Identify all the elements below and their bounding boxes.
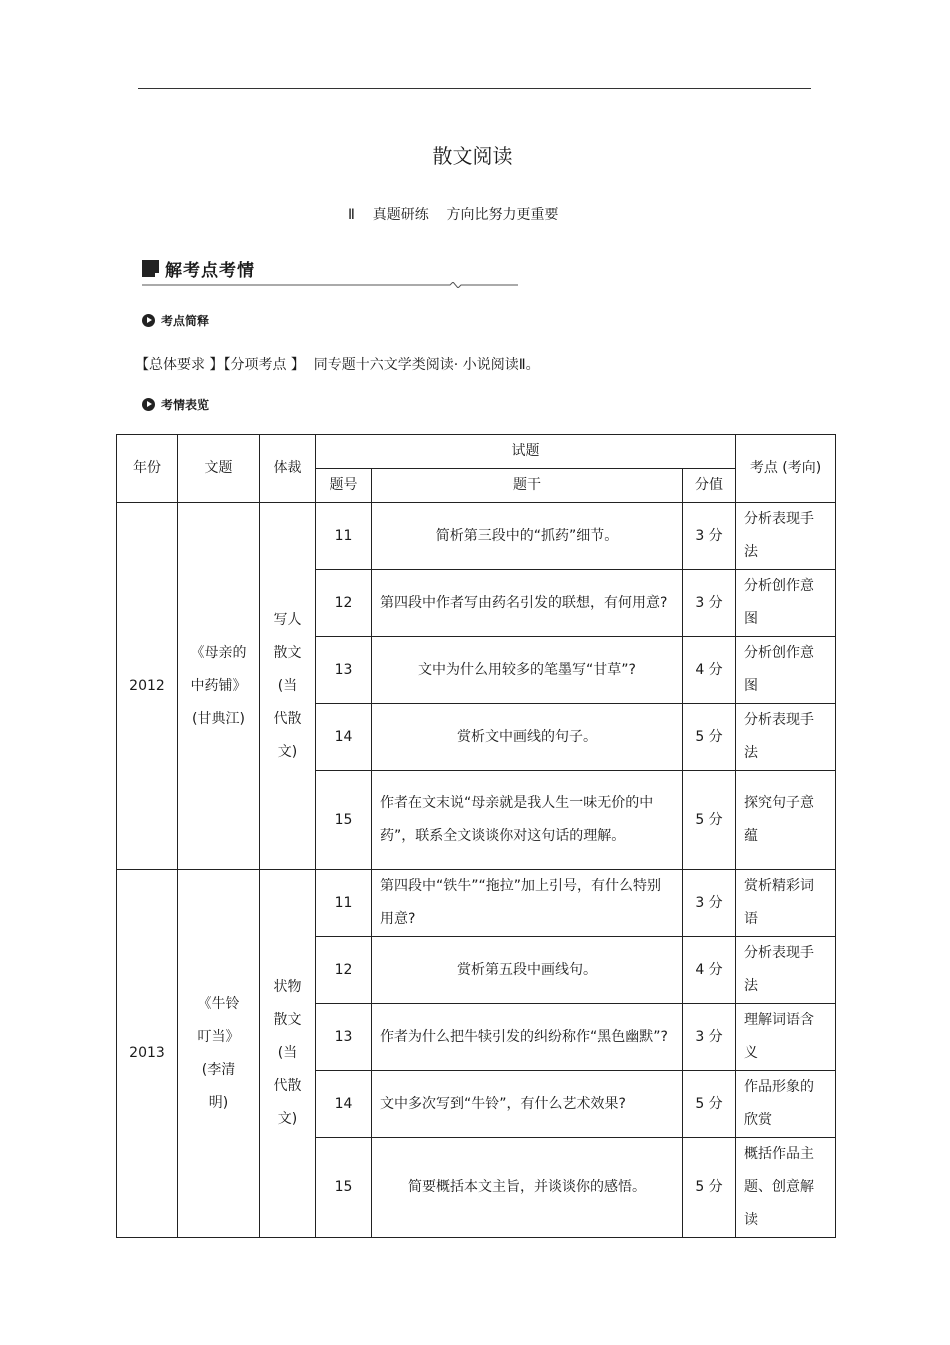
point-cell: 分析表现手法: [736, 503, 836, 570]
year-cell: 2013: [117, 870, 178, 1238]
score-cell: 5 分: [683, 1138, 736, 1238]
table-row: [117, 870, 836, 937]
genre-cell: 写人散文(当代散文): [260, 503, 316, 870]
num-cell: 13: [316, 1004, 372, 1071]
subsection-heading-2: [142, 396, 209, 413]
num-cell: 13: [316, 637, 372, 704]
stem-cell: 赏析第五段中画线句。: [372, 937, 683, 1004]
score-cell: 5 分: [683, 704, 736, 771]
text-cell: 《牛铃叮当》(李清明): [178, 870, 260, 1238]
num-cell: 15: [316, 771, 372, 870]
num-cell: 14: [316, 1071, 372, 1138]
header-year: 年份: [117, 435, 178, 503]
score-cell: 5 分: [683, 1071, 736, 1138]
table-header-row: [117, 435, 836, 469]
num-cell: 14: [316, 704, 372, 771]
requirement-text: 【总体要求 】【分项考点 】 同专题十六文学类阅读· 小说阅读Ⅱ。: [135, 357, 540, 373]
point-cell: 分析表现手法: [736, 937, 836, 1004]
num-cell: 12: [316, 570, 372, 637]
stem-cell: 简要概括本文主旨，并谈谈你的感悟。: [372, 1138, 683, 1238]
point-cell: 分析创作意图: [736, 570, 836, 637]
num-cell: 15: [316, 1138, 372, 1238]
page-subtitle: Ⅱ 真题研练 方向比努力更重要: [348, 207, 559, 223]
point-cell: 概括作品主题、创意解读: [736, 1138, 836, 1238]
section-underline: [142, 282, 518, 288]
score-cell: 3 分: [683, 503, 736, 570]
point-cell: 分析创作意图: [736, 637, 836, 704]
play-circle-icon: [142, 314, 155, 327]
stem-cell: 赏析文中画线的句子。: [372, 704, 683, 771]
header-rule: [138, 88, 811, 89]
num-cell: 11: [316, 870, 372, 937]
header-stem: 题干: [372, 469, 683, 503]
header-num: 题号: [316, 469, 372, 503]
score-cell: 3 分: [683, 570, 736, 637]
point-cell: 作品形象的欣赏: [736, 1071, 836, 1138]
num-cell: 11: [316, 503, 372, 570]
header-genre: 体裁: [260, 435, 316, 503]
point-cell: 理解词语含义: [736, 1004, 836, 1071]
header-point: 考点 (考向): [736, 435, 836, 503]
stem-cell: 作者在文末说“母亲就是我人生一味无价的中药”，联系全文谈谈你对这句话的理解。: [372, 771, 683, 870]
stem-cell: 第四段中“铁牛”“拖拉”加上引号，有什么特别用意?: [372, 870, 683, 937]
subsection-title-2: 考情表览: [161, 398, 210, 412]
score-cell: 3 分: [683, 1004, 736, 1071]
stem-cell: 作者为什么把牛犊引发的纠纷称作“黑色幽默”?: [372, 1004, 683, 1071]
score-cell: 5 分: [683, 771, 736, 870]
point-cell: 分析表现手法: [736, 704, 836, 771]
text-cell: 《母亲的中药铺》(甘典江): [178, 503, 260, 870]
subsection-title-1: 考点简释: [161, 314, 210, 328]
table-row: [117, 503, 836, 570]
header-question: 试题: [316, 435, 736, 469]
point-cell: 赏析精彩词语: [736, 870, 836, 937]
play-circle-icon: [142, 398, 155, 411]
section-heading: [142, 256, 255, 281]
stem-cell: 文中多次写到“牛铃”，有什么艺术效果?: [372, 1071, 683, 1138]
score-cell: 4 分: [683, 637, 736, 704]
page-title: 散文阅读: [432, 144, 513, 168]
num-cell: 12: [316, 937, 372, 1004]
section-square-icon: [142, 260, 159, 277]
year-cell: 2012: [117, 503, 178, 870]
score-cell: 4 分: [683, 937, 736, 1004]
header-text: 文题: [178, 435, 260, 503]
genre-cell: 状物散文(当代散文): [260, 870, 316, 1238]
score-cell: 3 分: [683, 870, 736, 937]
header-score: 分值: [683, 469, 736, 503]
exam-table: [116, 434, 836, 1238]
stem-cell: 简析第三段中的“抓药”细节。: [372, 503, 683, 570]
subsection-heading-1: [142, 312, 209, 329]
section-title: 解考点考情: [165, 261, 255, 281]
stem-cell: 第四段中作者写由药名引发的联想，有何用意?: [372, 570, 683, 637]
point-cell: 探究句子意蕴: [736, 771, 836, 870]
stem-cell: 文中为什么用较多的笔墨写“甘草”?: [372, 637, 683, 704]
